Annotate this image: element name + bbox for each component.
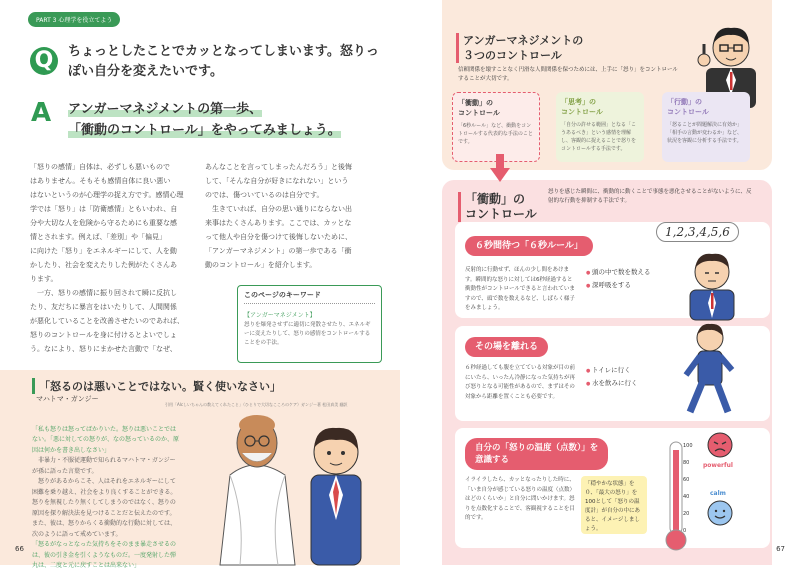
quote-paragraph: 非暴力・不服従運動で知られるマハトマ・ガンジーが孫に語った言葉です。 怒りがあるからこそ、人はそれをエネルギーにして困難を乗り越え、社会をより良くすることができる。怒りを無視したり無くしてしまうのではなく、怒りの原因を探り解決法を見つけることだと伝えたのです。また、彼は、怒りからくる衝動的な行動に対しては、次のように語って戒めています。 bbox=[32, 457, 177, 538]
six-second-rule-desc: 反射的に行動せず、ほんの少し間をあけます。瞬間的な怒りに対しては6秒経過すると衝動性がコントロールできると言われていますので、頭で数を数えるなど、しばらく様子をみましょう。 bbox=[465, 267, 575, 311]
three-controls-description: 信頼関係を壊すことなく円滑な人間関係を保つためには、上手に「怒り」をコントロールすることが大切です。 bbox=[458, 67, 678, 82]
boy-illustration bbox=[296, 420, 376, 565]
scale-80: 80 bbox=[683, 460, 690, 466]
tip-go-toilet: ● トイレに行く bbox=[586, 364, 637, 377]
leave-place-desc: ６秒経過しても腹を立てている対象が目の前にいたら、いったん冷静になった気持ちが再び怒りとなる可能性があるので、まずはその対象から距離を置くことも必要です。 bbox=[465, 365, 576, 400]
answer-line-1: アンガーマネジメントの第一歩、 bbox=[68, 102, 263, 117]
impulse-control-card-desc: 「6秒ルール」など、衝動をコントロールする代表的な手法のことです。 bbox=[458, 123, 533, 145]
quote-source: 引用「Alcしいちゃんの教えてくれたこと」（ひとりで大切なこころのケア）ガンジー著 松田真美 翻訳 bbox=[165, 402, 348, 407]
question-heading: ちょっとしたことでカッとなってしまいます。怒りっぽい自分を変えたいです。 bbox=[68, 44, 379, 79]
right-page bbox=[400, 0, 800, 565]
thermometer-note: 「穏やかな状態」を０、「最大の怒り」を100として「怒りの温度計」が自分の中にあると、イメージしましょう。 bbox=[581, 476, 647, 534]
quote-highlight-2: 「怒るがなっとなった気持ちをそのまま暴走させるのは、彼の引き金を引くようなものだ。一度発射した弾丸は、二度と元に戻すことは出来ない」 bbox=[32, 541, 177, 569]
calm-label: calm bbox=[710, 490, 726, 497]
scale-0: 0 bbox=[683, 528, 687, 534]
body-column-1: 「怒りの感情」自体は、必ずしも悪いもので はありません。そもそも感情自体に良い悪い はないというのが心理学の捉え方です。感情心理 学では「怒り」は「防衛感情」ともいわれ、自 分や大切な人を危険から守るためにも重要な感 情とされます。例えば、「差別」や「偏見」 に向けた「怒り」をエネルギーにして、人を動 かしたり、社会を変えたりした例がたくさんあ ります。 一方、怒りの感情に振り回されて瞬に反抗し たり、友だちに暴言をはいたりして、人間関係 が悪化していることを改善させたいのであれば、 怒りのコントロールを身に付けるとよいでしょ う。なにより、怒りにまかせた言動で「なぜ、 bbox=[30, 163, 184, 353]
tip-drink-water: ● 水を飲みに行く bbox=[586, 377, 637, 390]
calm-face-icon bbox=[707, 500, 733, 526]
answer-heading bbox=[68, 99, 388, 141]
thought-control-card-title: 「思考」の コントロール bbox=[561, 98, 603, 116]
quote-body bbox=[32, 414, 180, 572]
scale-60: 60 bbox=[683, 477, 690, 483]
thought-control-card-desc: 「自分の許せる範囲」となる「こうあるべき」という感情を理解し、客観的に捉えることで怒りをコントロールする手法です。 bbox=[561, 122, 637, 152]
scale-40: 40 bbox=[683, 494, 690, 500]
angry-face-icon bbox=[707, 432, 733, 458]
scale-20: 20 bbox=[683, 511, 690, 517]
counting-speech-bubble: 1,2,3,4,5,6 bbox=[656, 222, 739, 242]
leave-place-tips bbox=[586, 364, 637, 390]
keyword-name: 【アンガーマネジメント】 bbox=[244, 312, 316, 319]
six-second-rule-pill: ６秒間待つ「６秒ルール」 bbox=[465, 236, 593, 256]
thermometer-icon bbox=[662, 440, 702, 552]
action-control-card bbox=[662, 92, 750, 162]
tip-deep-breath: ● 深呼吸をする bbox=[586, 279, 650, 292]
impulse-control-card-title: 「衝動」の コントロール bbox=[458, 99, 500, 117]
left-page bbox=[0, 0, 400, 569]
leave-place-pill: その場を離れる bbox=[465, 337, 548, 357]
page-number-left: 66 bbox=[15, 545, 24, 553]
impulse-control-title: 「衝動」の コントロール bbox=[458, 192, 537, 222]
walking-man-illustration bbox=[670, 320, 745, 420]
six-second-rule-tips bbox=[586, 266, 650, 292]
keyword-box bbox=[237, 285, 382, 363]
arrow-down-icon bbox=[490, 154, 510, 182]
answer-line-2: 「衝動のコントロール」をやってみましょう。 bbox=[68, 123, 341, 138]
powerful-label: powerful bbox=[703, 462, 733, 469]
page-number-right: 67 bbox=[776, 545, 785, 553]
gandhi-illustration bbox=[200, 395, 310, 565]
action-control-card-desc: 「怒ることが問題解決に有効か」「相手の言動が変わるか」など、状況を客観に分析する手法です。 bbox=[667, 122, 743, 144]
thought-control-card bbox=[556, 92, 644, 162]
answer-mark-icon: A bbox=[31, 98, 52, 128]
scale-100: 100 bbox=[683, 443, 693, 449]
quote-highlight: 「私も怒りは怒ってばかりいた。怒りは悪いことではない。「悪に対しての怒りが、なの怒っているのか、原因は何かを書き出しなさい」 bbox=[32, 425, 180, 454]
quote-author: マハトマ・ガンジー bbox=[36, 395, 99, 403]
body-column-2: あんなことを言ってしまったんだろう」と後悔 して、「そんな自分が好きになれない」という のでは、傷ついているのは自分です。 生きていれば、自分の思い通りにならない出 来事はたくさんあります。ここでは、カッとな って他人や自分を傷つけて後悔しないために、 「アンガーマネジメント」の第一歩である「衝 動のコントロール」を紹介します。 bbox=[205, 163, 352, 269]
tip-count-numbers: ● 頭の中で数を数える bbox=[586, 266, 650, 279]
anger-temperature-pill: 自分の「怒りの温度（点数）」を 意識する bbox=[465, 438, 608, 470]
counting-man-illustration bbox=[682, 248, 742, 318]
teacher-illustration bbox=[696, 20, 766, 100]
impulse-control-card bbox=[452, 92, 540, 162]
quote-title: 「怒るのは悪いことではない。賢く使いなさい」 bbox=[32, 378, 281, 394]
keyword-description: 怒りを爆発させずに適切に発散させたり、エネルギーに変えたりして、怒りの感情をコントロールすることをの手法。 bbox=[244, 322, 371, 346]
action-control-card-title: 「行動」の コントロール bbox=[667, 98, 709, 116]
impulse-control-description: 怒りを感じた瞬間に、衝動的に動くことで事態を悪化させることがないように、反射的な行動を抑制する手法です。 bbox=[548, 189, 752, 204]
part-badge: PART 3 心理学を役立てよう bbox=[28, 12, 120, 27]
question-mark-icon: Q bbox=[30, 47, 58, 75]
three-controls-title: アンガーマネジメントの ３つのコントロール bbox=[456, 33, 583, 63]
thermometer-scale bbox=[683, 438, 693, 540]
keyword-title: このページのキーワード bbox=[244, 290, 375, 304]
anger-temperature-desc: イライラしたら、カッとなったりした時に、「いま自分が感じている怒りの温度（点数）はどのくらいか」と自分に問いかけます。怒りを点数化することで、客観視することを目的です。 bbox=[465, 477, 576, 521]
